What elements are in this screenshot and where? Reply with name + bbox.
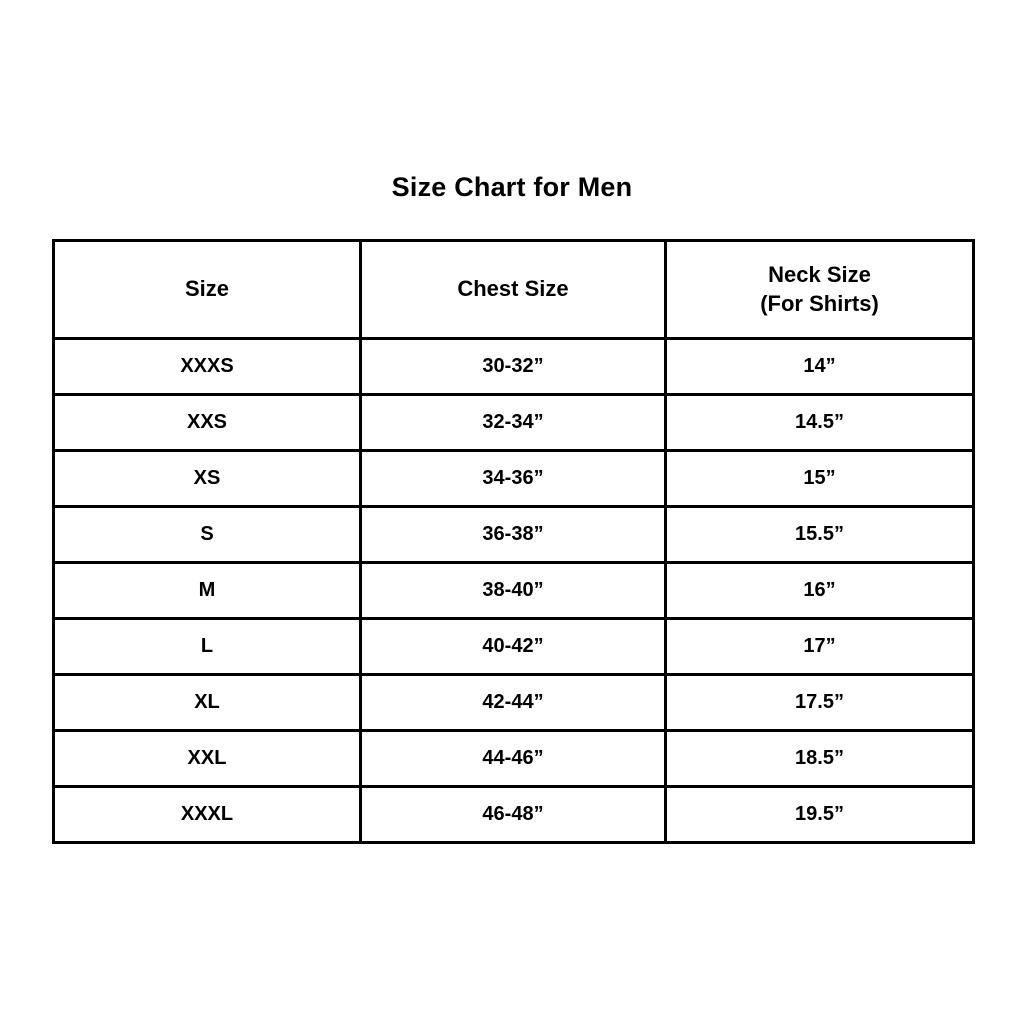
cell-chest: 34-36” (361, 451, 666, 507)
cell-neck: 17.5” (666, 675, 974, 731)
column-header-neck-size-label: Neck Size (768, 262, 871, 288)
cell-size: S (54, 507, 361, 563)
table-header-row (54, 241, 974, 339)
cell-neck: 14.5” (666, 395, 974, 451)
table-row (54, 619, 974, 675)
cell-chest: 44-46” (361, 731, 666, 787)
table-row (54, 731, 974, 787)
table-row (54, 675, 974, 731)
cell-chest: 30-32” (361, 339, 666, 395)
cell-chest: 36-38” (361, 507, 666, 563)
cell-size: XXXS (54, 339, 361, 395)
cell-neck: 16” (666, 563, 974, 619)
cell-size: XXL (54, 731, 361, 787)
cell-chest: 40-42” (361, 619, 666, 675)
cell-neck: 18.5” (666, 731, 974, 787)
cell-chest: 42-44” (361, 675, 666, 731)
column-header-neck-size (666, 241, 974, 339)
column-header-size (54, 241, 361, 339)
cell-chest: 46-48” (361, 787, 666, 843)
table-row (54, 395, 974, 451)
table-header (54, 241, 974, 339)
size-table (52, 239, 975, 844)
cell-size: M (54, 563, 361, 619)
cell-size: XL (54, 675, 361, 731)
cell-size: XS (54, 451, 361, 507)
column-header-size-label: Size (184, 276, 230, 302)
page-title: Size Chart for Men (391, 172, 633, 202)
table-row (54, 507, 974, 563)
table-row (54, 339, 974, 395)
cell-neck: 14” (666, 339, 974, 395)
cell-neck: 19.5” (666, 787, 974, 843)
table-body (54, 339, 974, 843)
cell-neck: 15.5” (666, 507, 974, 563)
cell-neck: 15” (666, 451, 974, 507)
table-row (54, 451, 974, 507)
column-header-neck-size-sublabel: (For Shirts) (760, 290, 879, 316)
column-header-chest-size (361, 241, 666, 339)
cell-size: L (54, 619, 361, 675)
size-table-container (52, 239, 972, 844)
cell-chest: 32-34” (361, 395, 666, 451)
cell-size: XXS (54, 395, 361, 451)
table-row (54, 563, 974, 619)
cell-neck: 17” (666, 619, 974, 675)
cell-chest: 38-40” (361, 563, 666, 619)
cell-size: XXXL (54, 787, 361, 843)
column-header-chest-size-label: Chest Size (457, 276, 569, 302)
table-row (54, 787, 974, 843)
